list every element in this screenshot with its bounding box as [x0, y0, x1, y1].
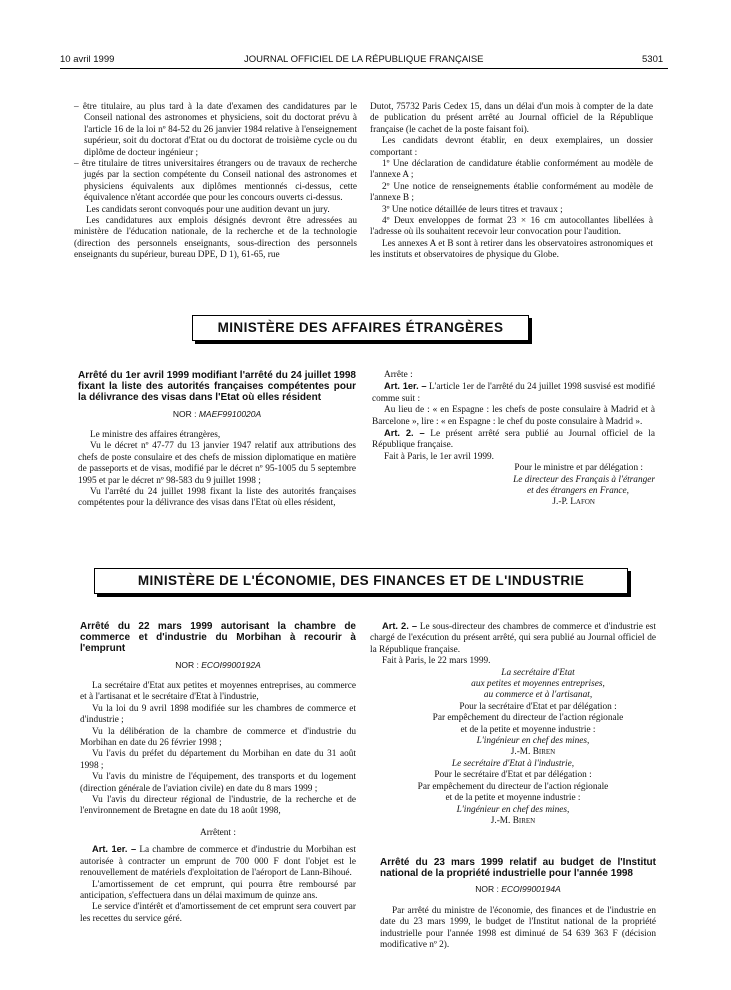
nor-reference: NOR : MAEF9910020A	[172, 408, 262, 419]
nor-reference: NOR : ECOI9900192A	[175, 659, 261, 670]
arrete-2-left	[80, 621, 356, 925]
signature: Par empêchement du directeur de l'action régionale	[432, 713, 624, 724]
list-item: 3º Une notice détaillée de leurs titres et travaux ;	[382, 204, 563, 215]
top-right-column	[370, 102, 653, 262]
signature: Pour le secrétaire d'Etat et par délégation :	[434, 770, 592, 781]
paragraph: Les candidats devront établir, en deux exemplaires, un dossier comportant :	[370, 136, 653, 158]
signature: et des étrangers en France,	[527, 486, 629, 497]
nor-reference: NOR : ECOI9900194A	[475, 884, 561, 895]
paragraph: Le service d'intérêt et d'amortissement de cet emprunt sera couvert par les recettes du service géré.	[80, 902, 356, 924]
header-page-number: 5301	[642, 54, 664, 65]
arrete-3	[380, 857, 656, 951]
top-left-column	[74, 102, 357, 262]
signatory-name: J.-P. Lafon	[552, 497, 595, 508]
ministry-heading: MINISTÈRE DE L'ÉCONOMIE, DES FINANCES ET DE L'INDUSTRIE	[94, 568, 628, 594]
paragraph: Les candidats seront convoqués pour une audition devant un jury.	[86, 204, 330, 215]
signature: Par empêchement du directeur de l'action régionale	[417, 781, 609, 792]
paragraph: Au lieu de : « en Espagne : les chefs de poste consulaire à Madrid et à Barcelone », lire : « en Espagne : le chef du poste consulaire à Madrid ».	[372, 405, 655, 427]
arrete-line: Arrête :	[384, 370, 413, 380]
article: Art. 2. – Le sous-directeur des chambres de commerce et d'industrie est chargé de l'exécution du présent arrêté, qui sera publié au Journal officiel de la République française.	[370, 621, 656, 655]
decree-title: Arrêté du 23 mars 1999 relatif au budget de l'Institut national de la propriété industrielle pour l'année 1998	[380, 857, 656, 880]
signature: au commerce et à l'artisanat,	[483, 690, 593, 701]
signature: Pour le ministre et par délégation :	[514, 463, 643, 474]
article: Art. 1er. – L'article 1er de l'arrêté du 24 juillet 1998 susvisé est modifié comme suit :	[372, 381, 655, 404]
header-rule	[60, 68, 668, 69]
list-item: 2º Une notice de renseignements établie conformément au modèle de l'annexe B ;	[370, 181, 653, 204]
paragraph: Par arrêté du ministre de l'économie, des finances et de l'industrie en date du 23 mars 1999, le budget de l'Institut national de la propriété industrielle pour l'année 1998 est diminué de 54 639 363 F (décision modificative nº 2).	[380, 905, 656, 951]
header-date: 10 avril 1999	[60, 54, 115, 65]
date-line: Fait à Paris, le 22 mars 1999.	[382, 656, 491, 667]
signature: Le secrétaire d'Etat à l'industrie,	[451, 758, 575, 769]
signature: et de la petite et moyenne industrie :	[445, 793, 581, 804]
list-item: – être titulaire, au plus tard à la date d'examen des candidatures par le Conseil national des astronomes et physiciens, soit du doctorat prévu à l'article 16 de la loi nº 84-52 du 26 janvier 1984 relative à l'enseignement supérieur, soit du doctorat d'Etat ou du doctorat de troisième cycle ou du diplôme de docteur ingénieur ;	[74, 102, 357, 158]
signature: Pour la secrétaire d'Etat et par délégation :	[459, 701, 617, 712]
decree-title: Arrêté du 1er avril 1999 modifiant l'arrêté du 24 juillet 1998 fixant la liste des autorités françaises compétentes pour la délivrance des visas dans l'Etat où elles résident	[78, 370, 356, 404]
signature: et de la petite et moyenne industrie :	[460, 724, 596, 735]
paragraph: Le ministre des affaires étrangères,	[90, 430, 221, 441]
signature: L'ingénieur en chef des mines,	[456, 804, 570, 815]
signature: L'ingénieur en chef des mines,	[476, 736, 590, 747]
paragraph: Dutot, 75732 Paris Cedex 15, dans un délai d'un mois à compter de la date de publication du présent arrêté au Journal officiel de la République française (le cachet de la poste faisant foi).	[370, 102, 653, 135]
paragraph: Vu l'arrêté du 24 juillet 1998 fixant la liste des autorités françaises compétentes pour la délivrance des visas dans l'Etat où elles résident,	[78, 487, 356, 509]
header-journal: JOURNAL OFFICIEL DE LA RÉPUBLIQUE FRANÇAISE	[244, 54, 484, 65]
list-item: 1º Une déclaration de candidature établie conformément au modèle de l'annexe A ;	[370, 159, 653, 181]
arretent-line: Arrêtent :	[200, 827, 236, 838]
paragraph: Vu le décret nº 47-77 du 13 janvier 1947 relatif aux attributions des chefs de poste consulaire et des chefs de mission diplomatique en matière de passeports et de visas, modifié par le décret nº 95-1005 du 5 septembre 1995 et par le décret nº 98-583 du 9 juillet 1998 ;	[78, 441, 356, 486]
article: Art. 1er. – La chambre de commerce et d'industrie du Morbihan est autorisée à contracter un emprunt de 700 000 F dont l'objet est le renouvellement de matériels d'exploitation de l'aéroport de Lann-Bihoué.	[80, 844, 356, 879]
signatory-name: J.-M. Biren	[490, 815, 536, 826]
date-line: Fait à Paris, le 1er avril 1999.	[384, 451, 494, 462]
paragraph: Vu l'avis du préfet du département du Morbihan en date du 31 août 1998 ;	[80, 749, 356, 771]
paragraph: Vu la loi du 9 avril 1898 modifiée sur les chambres de commerce et d'industrie ;	[80, 703, 356, 726]
arrete-1-right	[372, 370, 655, 509]
ministry-heading: MINISTÈRE DES AFFAIRES ÉTRANGÈRES	[192, 315, 529, 341]
paragraph: Les annexes A et B sont à retirer dans les observatoires astronomiques et les instituts et observatoires de physique du Globe.	[370, 238, 653, 261]
paragraph: Vu la délibération de la chambre de commerce et d'industrie du Morbihan en date du 26 février 1998 ;	[80, 726, 356, 749]
arrete-1-left	[78, 370, 356, 510]
paragraph: Vu l'avis du ministre de l'équipement, des transports et du logement (direction générale de l'aviation civile) en date du 8 mars 1999 ;	[80, 772, 356, 794]
paragraph: La secrétaire d'Etat aux petites et moyennes entreprises, au commerce et à l'artisanat et le secrétaire d'Etat à l'industrie,	[80, 681, 356, 703]
paragraph: L'amortissement de cet emprunt, qui pourra être remboursé par anticipation, s'effectuera dans un délai maximum de quinze ans.	[80, 879, 356, 901]
signature: aux petites et moyennes entreprises,	[471, 679, 605, 690]
arrete-2-right	[370, 621, 656, 827]
decree-title: Arrêté du 22 mars 1999 autorisant la chambre de commerce et d'industrie du Morbihan à recourir à l'emprunt	[80, 621, 356, 655]
article: Art. 2. – Le présent arrêté sera publié au Journal officiel de la République française.	[372, 428, 655, 451]
paragraph: Vu l'avis du directeur régional de l'industrie, de la recherche et de l'environnement de Bretagne en date du 18 août 1998,	[80, 795, 356, 817]
signatory-name: J.-M. Biren	[510, 747, 556, 758]
paragraph: Les candidatures aux emplois désignés devront être adressées au ministère de l'éducation nationale, de la recherche et de la technologie (direction des personnels enseignants, sous-direction des personnels enseignants du supérieur, bureau DPE, D 1), 61-65, rue	[74, 216, 357, 261]
signature: La secrétaire d'Etat	[501, 667, 575, 678]
list-item: 4º Deux enveloppes de format 23 × 16 cm autocollantes libellées à l'adresse où ils souhaitent recevoir leur convocation pour l'audition.	[370, 216, 653, 238]
signature: Le directeur des Français à l'étranger	[513, 474, 655, 485]
list-item: – être titulaire de titres universitaires étrangers ou de travaux de recherche jugés par la section compétente du Conseil national des astronomes et physiciens équivalents aux diplômes mentionnés ci-dessus, cette équivalence n'étant accordée que pour les concours ouverts ci-dessus.	[74, 159, 357, 204]
